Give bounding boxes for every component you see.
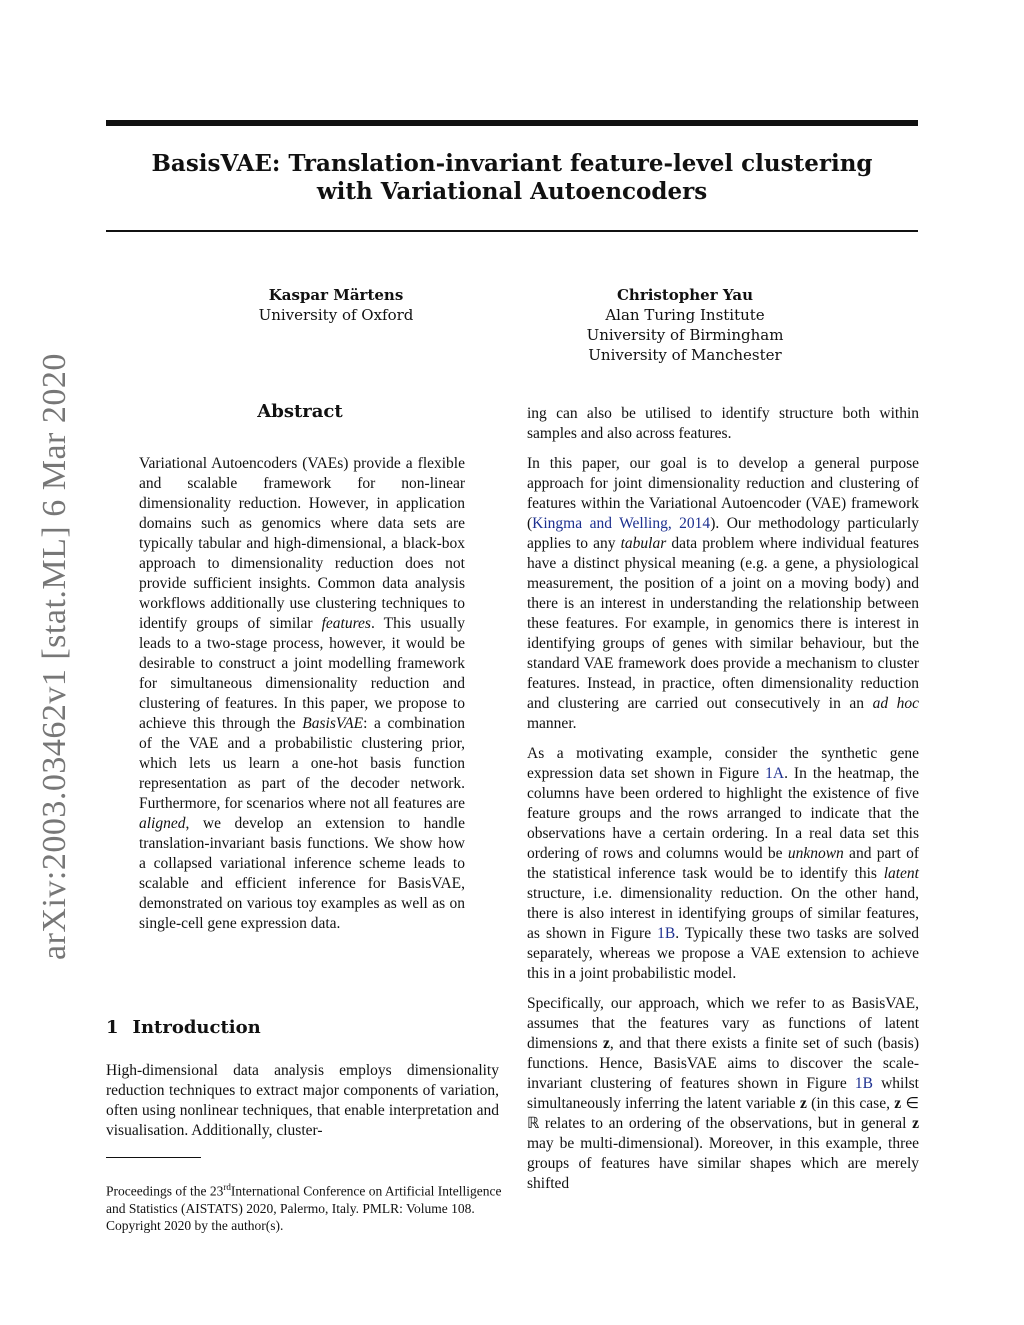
emphasis: aligned	[139, 815, 186, 832]
author-1	[226, 285, 446, 325]
intro-paragraph: High-dimensional data analysis employs dimensionality reduction techniques to extract major components of variation, often using nonlinear techniques, that enable interpretation and visualisation. Additionally, cluster-	[106, 1062, 499, 1139]
section-heading-introduction	[106, 1017, 261, 1038]
title-line-1: BasisVAE: Translation-invariant feature-level clustering	[151, 150, 873, 177]
citation-link[interactable]: Kingma and Welling, 2014	[532, 515, 711, 532]
author-affiliation: Alan Turing Institute	[605, 306, 765, 324]
emphasis: features	[321, 615, 371, 632]
title-bottom-rule	[106, 230, 918, 232]
paragraph: Specifically, our approach, which we refer to as BasisVAE, assumes that the features vary as functions of latent dimensions z, and that there exists a finite set of such (basis) functions. Hence, BasisVAE aims to discover the scale-invariant clustering of features shown in Figure 1B whilst simultaneously inferring the latent variable z (in this case, z ∈ ℝ relates to an ordering of the observations, but in general z may be multi-dimensional). Moreover, in this example, three groups of features have similar shapes which are merely shifted	[527, 995, 919, 1192]
section-number: 1	[106, 1017, 119, 1038]
title-top-rule	[106, 120, 918, 126]
paragraph: ing can also be utilised to identify structure both within samples and also across features.	[527, 405, 919, 442]
footnote: Proceedings of the 23rdInternational Conference on Artificial Intelligence and Statistics (AISTATS) 2020, Palermo, Italy. PMLR: Volume 108. Copyright 2020 by the author(s).	[106, 1182, 502, 1233]
author-name: Kaspar Märtens	[268, 286, 404, 304]
arxiv-stamp[interactable]: arXiv:2003.03462v1 [stat.ML] 6 Mar 2020	[36, 353, 73, 960]
section-title: Introduction	[132, 1017, 261, 1038]
figure-ref-link[interactable]: 1B	[854, 1075, 873, 1092]
abstract-heading: Abstract	[257, 401, 343, 422]
right-column	[527, 404, 919, 1204]
figure-ref-link[interactable]: 1A	[765, 765, 785, 782]
paragraph: In this paper, our goal is to develop a general purpose approach for joint dimensionality reduction and clustering of features within the Variational Autoencoder (VAE) framework (Kingma and Welling, 2014). Our methodology particularly applies to any tabular data problem where individual features have a distinct physical meaning (e.g. a gene, a physiological measurement, the position of a joint on a moving body) and there is an interest in understanding the relationship between these features. For example, in genomics there is interest in identifying groups of genes with similar behaviour, but the standard VAE framework does provide a mechanism to cluster features. Instead, in practice, often dimensionality reduction and clustering are carried out consecutively in an ad hoc manner.	[527, 455, 919, 732]
footnote-rule	[106, 1157, 201, 1158]
author-affiliation: University of Oxford	[258, 306, 414, 324]
author-affiliation: University of Manchester	[588, 346, 782, 364]
title-line-2: with Variational Autoencoders	[316, 178, 708, 205]
author-2	[560, 285, 810, 365]
abstract-body: Variational Autoencoders (VAEs) provide a flexible and scalable framework for non-linear dimensionality reduction. However, in application domains such as genomics where data sets are typically tabular and high-dimensional, a black-box approach to dimensionality reduction does not provide sufficient insights. Common data analysis workflows additionally use clustering techniques to identify groups of similar features. This usually leads to a two-stage process, however, it would be desirable to construct a joint modelling framework for simultaneous dimensionality reduction and clustering of features. In this paper, we propose to achieve this through the BasisVAE: a combination of the VAE and a probabilistic clustering prior, which lets us learn a one-hot basis function representation as part of the decoder network. Furthermore, for scenarios where not all features are aligned, we develop an extension to handle translation-invariant basis functions. We show how a collapsed variational inference scheme leads to scalable and efficient inference for BasisVAE, demonstrated on various toy examples as well as on single-cell gene expression data.	[139, 455, 465, 932]
author-affiliation: University of Birmingham	[586, 326, 784, 344]
author-name: Christopher Yau	[616, 286, 754, 304]
paper-title	[106, 150, 918, 206]
figure-ref-link[interactable]: 1B	[657, 925, 676, 942]
paragraph: As a motivating example, consider the synthetic gene expression data set shown in Figure 1A. In the heatmap, the columns have been ordered to highlight the existence of five feature groups and the rows arranged to indicate that the observations have a certain ordering. In a real data set this ordering of rows and columns would be unknown and part of the statistical inference task would be to identify this latent structure, i.e. dimensionality reduction. On the other hand, there is also interest in identifying groups of similar features, as shown in Figure 1B. Typically these two tasks are solved separately, whereas we propose a VAE extension to achieve this in a joint probabilistic model.	[527, 745, 920, 982]
emphasis: BasisVAE	[302, 715, 364, 732]
